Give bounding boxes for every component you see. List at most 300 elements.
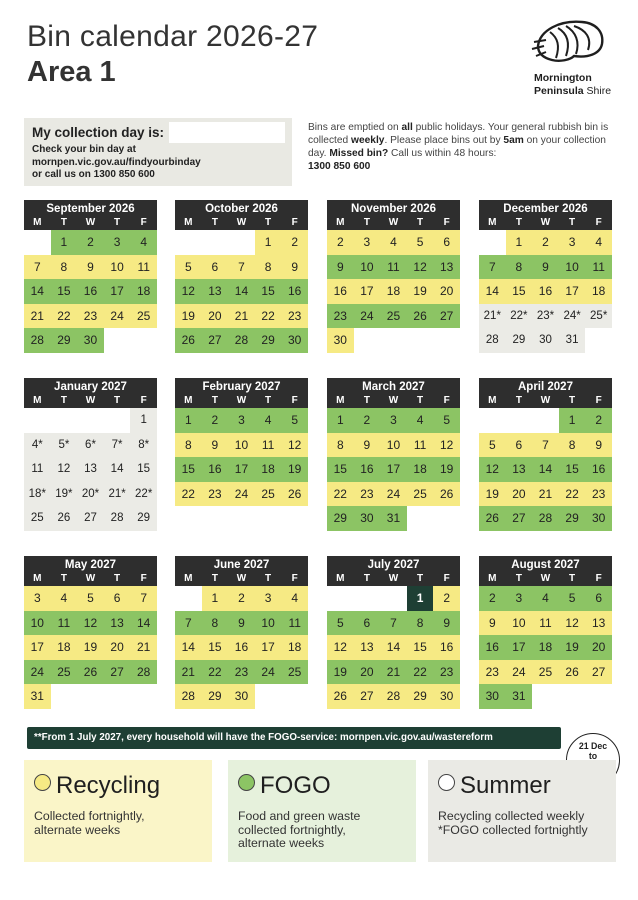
calendar-day: 20 (433, 279, 460, 304)
calendar-day: 3 (104, 230, 131, 255)
calendar-day: 11 (532, 611, 559, 636)
calendar-day: 8 (327, 433, 354, 458)
calendar-day: 9 (354, 433, 381, 458)
week-row (24, 328, 157, 353)
collection-day-field[interactable] (169, 122, 285, 143)
calendar-day: 18 (281, 635, 308, 660)
weekday-label: F (291, 395, 298, 406)
calendar-day: 21 (175, 660, 202, 685)
weekday-label: T (417, 217, 424, 228)
week-row (327, 433, 460, 458)
calendar-empty (77, 684, 104, 709)
calendar-day: 21* (104, 482, 131, 507)
calendar-day: 31 (380, 506, 407, 531)
calendar-day: 4 (281, 586, 308, 611)
week-row (24, 506, 157, 531)
calendar-day: 25 (24, 506, 51, 531)
month-name: February 2027 (175, 378, 308, 395)
week-row (175, 328, 308, 353)
calendar-day: 28 (130, 660, 157, 685)
weekday-header (175, 217, 308, 230)
weekday-label: W (388, 395, 399, 406)
calendar-day: 18 (380, 279, 407, 304)
weekday-label: F (595, 217, 602, 228)
weekday-header (24, 395, 157, 408)
calendar-day: 21 (380, 660, 407, 685)
calendar-day: 8* (130, 433, 157, 458)
weekday-label: T (60, 217, 67, 228)
calendar-day: 17 (104, 279, 131, 304)
collection-day-label: My collection day is: (32, 125, 165, 140)
calendar-day: 10 (506, 611, 533, 636)
calendar-day: 18 (407, 457, 434, 482)
calendar-day: 11 (281, 611, 308, 636)
calendar-day: 23 (281, 304, 308, 329)
calendar-day: 23 (585, 482, 612, 507)
calendar-day: 6* (77, 433, 104, 458)
calendar-day: 20 (202, 304, 229, 329)
calendar-empty (407, 506, 434, 531)
calendar-day: 5 (281, 408, 308, 433)
week-row (327, 482, 460, 507)
calendar-day: 24 (506, 660, 533, 685)
week-row (24, 586, 157, 611)
calendar-day: 5 (327, 611, 354, 636)
calendar-day: 19 (327, 660, 354, 685)
weekday-label: W (540, 217, 551, 228)
legend-recycling-desc: Collected fortnightly, alternate weeks (34, 809, 145, 837)
month-name: September 2026 (24, 200, 157, 217)
weekday-label: M (336, 217, 345, 228)
calendar-day: 17 (24, 635, 51, 660)
calendar-day: 9 (532, 255, 559, 280)
week-row (175, 408, 308, 433)
week-row (327, 611, 460, 636)
week-row (175, 255, 308, 280)
fogo-service-banner: **From 1 July 2027, every household will have the FOGO-service: mornpen.vic.gov.au/wastereform (27, 727, 561, 749)
calendar-day: 5 (479, 433, 506, 458)
calendar-day: 16 (354, 457, 381, 482)
calendar-day: 4 (380, 230, 407, 255)
week-row (24, 304, 157, 329)
weekday-header (327, 573, 460, 586)
weekday-label: T (417, 573, 424, 584)
weekday-label: T (265, 395, 272, 406)
weekday-header (175, 395, 308, 408)
calendar-day: 1 (255, 230, 282, 255)
weekday-label: T (60, 573, 67, 584)
calendar-day: 31 (506, 684, 533, 709)
weekday-header (327, 395, 460, 408)
weekday-label: F (443, 217, 450, 228)
calendar-day: 2 (228, 586, 255, 611)
weekday-label: T (569, 395, 576, 406)
calendar-empty (175, 586, 202, 611)
calendar-empty (24, 230, 51, 255)
calendar-day: 31 (24, 684, 51, 709)
calendar-day: 17 (559, 279, 586, 304)
week-row (479, 328, 612, 353)
calendar-day: 16 (532, 279, 559, 304)
calendar-day: 22 (407, 660, 434, 685)
calendar-day: 27 (77, 506, 104, 531)
week-row (24, 433, 157, 458)
weekday-label: W (540, 395, 551, 406)
calendar-day: 8 (202, 611, 229, 636)
calendar-day: 15 (175, 457, 202, 482)
calendar-day: 13 (433, 255, 460, 280)
calendar-day: 6 (433, 230, 460, 255)
calendar-day: 18 (255, 457, 282, 482)
week-row (479, 586, 612, 611)
calendar-day: 9 (281, 255, 308, 280)
calendar-day: 6 (104, 586, 131, 611)
calendar-day: 5 (433, 408, 460, 433)
calendar-day: 29 (130, 506, 157, 531)
area-title: Area 1 (27, 56, 116, 88)
month-calendar (327, 378, 460, 531)
calendar-day: 3 (380, 408, 407, 433)
calendar-day: 22* (130, 482, 157, 507)
calendar-day: 20 (506, 482, 533, 507)
week-row (479, 457, 612, 482)
calendar-day: 25 (255, 482, 282, 507)
calendar-day: 10 (380, 433, 407, 458)
calendar-day: 13 (506, 457, 533, 482)
calendar-day: 1 (559, 408, 586, 433)
calendar-day: 8 (407, 611, 434, 636)
week-row (175, 279, 308, 304)
missed-bin-phone[interactable]: 1300 850 600 (308, 161, 371, 172)
calendar-day: 16 (479, 635, 506, 660)
calendar-day: 21 (532, 482, 559, 507)
calendar-day: 7 (24, 255, 51, 280)
calendar-empty (202, 230, 229, 255)
calendar-day: 2 (354, 408, 381, 433)
calendar-day: 16 (228, 635, 255, 660)
calendar-day: 25 (130, 304, 157, 329)
legend-recycling (24, 760, 212, 862)
calendar-day: 24 (380, 482, 407, 507)
calendar-day: 2 (281, 230, 308, 255)
calendar-day: 13 (77, 457, 104, 482)
calendar-day: 22 (202, 660, 229, 685)
calendar-day: 16 (281, 279, 308, 304)
calendar-day: 13 (202, 279, 229, 304)
month-name: December 2026 (479, 200, 612, 217)
weekday-label: T (114, 573, 121, 584)
calendar-day: 20* (77, 482, 104, 507)
calendar-day: 3 (354, 230, 381, 255)
weekday-label: W (236, 395, 247, 406)
month-calendar (175, 200, 308, 353)
weekday-label: T (515, 573, 522, 584)
calendar-empty (380, 586, 407, 611)
calendar-day: 1 (175, 408, 202, 433)
calendar-day: 2 (479, 586, 506, 611)
weekday-label: T (363, 573, 370, 584)
weekday-label: W (388, 217, 399, 228)
calendar-day: 23 (228, 660, 255, 685)
calendar-day: 12 (77, 611, 104, 636)
calendar-day: 19 (433, 457, 460, 482)
calendar-day: 12 (175, 279, 202, 304)
calendar-day: 15 (51, 279, 78, 304)
calendar-day: 12 (479, 457, 506, 482)
summer-dot-icon (438, 774, 455, 791)
weekday-label: M (336, 395, 345, 406)
month-calendar (479, 200, 612, 353)
week-row (327, 457, 460, 482)
calendar-day: 15 (130, 457, 157, 482)
month-name: January 2027 (24, 378, 157, 395)
weekday-label: T (417, 395, 424, 406)
calendar-day: 10 (255, 611, 282, 636)
calendar-day: 7 (175, 611, 202, 636)
week-row (24, 684, 157, 709)
calendar-day: 27 (354, 684, 381, 709)
legend-summer-title: Summer (438, 772, 551, 800)
calendar-day: 20 (585, 635, 612, 660)
weekday-label: M (33, 395, 42, 406)
week-row (479, 660, 612, 685)
calendar-day: 30 (327, 328, 354, 353)
weekday-label: M (488, 395, 497, 406)
calendar-day: 16 (77, 279, 104, 304)
week-row (24, 457, 157, 482)
calendar-day: 24 (104, 304, 131, 329)
calendar-empty (175, 230, 202, 255)
weekday-label: M (33, 573, 42, 584)
calendar-day: 28 (175, 684, 202, 709)
calendar-day: 9 (228, 611, 255, 636)
calendar-day: 17 (380, 457, 407, 482)
find-bin-day-link[interactable]: mornpen.vic.gov.au/findyourbinday (32, 156, 201, 168)
calendar-day: 10 (24, 611, 51, 636)
week-row (24, 279, 157, 304)
calendar-day: 28 (24, 328, 51, 353)
month-calendar (24, 556, 157, 709)
weekday-label: T (515, 395, 522, 406)
calendar-day: 29 (51, 328, 78, 353)
calendar-day: 15 (202, 635, 229, 660)
calendar-day: 29 (506, 328, 533, 353)
calendar-day: 11 (380, 255, 407, 280)
weekday-label: F (140, 395, 147, 406)
calendar-day: 28 (532, 506, 559, 531)
calendar-day: 30 (281, 328, 308, 353)
weekday-label: T (211, 395, 218, 406)
fogo-dot-icon (238, 774, 255, 791)
calendar-day: 11 (24, 457, 51, 482)
legend-fogo-desc: Food and green waste collected fortnightly, alternate weeks (238, 809, 361, 850)
month-name: April 2027 (479, 378, 612, 395)
calendar-day: 3 (559, 230, 586, 255)
calendar-day: 14 (24, 279, 51, 304)
weekday-label: T (515, 217, 522, 228)
calendar-day: 12 (407, 255, 434, 280)
calendar-day: 14 (175, 635, 202, 660)
month-calendar (24, 378, 157, 531)
weekday-label: F (443, 573, 450, 584)
calendar-empty (281, 684, 308, 709)
calendar-day: 21 (24, 304, 51, 329)
calendar-day: 29 (202, 684, 229, 709)
calendar-day: 12 (433, 433, 460, 458)
calendar-day: 2 (202, 408, 229, 433)
month-calendar (175, 556, 308, 709)
calendar-day: 17 (506, 635, 533, 660)
calendar-day: 30 (77, 328, 104, 353)
week-row (24, 408, 157, 433)
calendar-day: 4 (51, 586, 78, 611)
calendar-day: 8 (255, 255, 282, 280)
calendar-day: 24* (559, 304, 586, 329)
calendar-day: 2 (532, 230, 559, 255)
calendar-day: 22 (175, 482, 202, 507)
weekday-header (327, 217, 460, 230)
calendar-day: 14 (130, 611, 157, 636)
legend-summer (428, 760, 616, 862)
week-row (327, 255, 460, 280)
weekday-label: M (33, 217, 42, 228)
calendar-day: 19 (77, 635, 104, 660)
calendar-day: 14 (228, 279, 255, 304)
calendar-day: 19* (51, 482, 78, 507)
calendar-day: 13 (104, 611, 131, 636)
calendar-day: 18 (585, 279, 612, 304)
weekday-label: F (595, 395, 602, 406)
calendar-day: 3 (24, 586, 51, 611)
calendar-day: 24 (228, 482, 255, 507)
weekday-label: F (595, 573, 602, 584)
calendar-day: 19 (281, 457, 308, 482)
calendar-day: 27 (585, 660, 612, 685)
calendar-day: 7 (532, 433, 559, 458)
week-row (175, 304, 308, 329)
week-row (479, 635, 612, 660)
calendar-day: 30 (433, 684, 460, 709)
calendar-day: 10 (354, 255, 381, 280)
calendar-day: 12 (281, 433, 308, 458)
calendar-day: 28 (479, 328, 506, 353)
calendar-day: 27 (433, 304, 460, 329)
calendar-empty (585, 328, 612, 353)
weekday-label: T (363, 217, 370, 228)
calendar-day: 2 (433, 586, 460, 611)
calendar-empty (559, 684, 586, 709)
calendar-day: 23 (433, 660, 460, 685)
calendar-empty (104, 328, 131, 353)
calendar-day: 4 (130, 230, 157, 255)
week-row (327, 408, 460, 433)
calendar-day: 25 (407, 482, 434, 507)
calendar-day: 21* (479, 304, 506, 329)
calendar-day: 2 (327, 230, 354, 255)
month-name: August 2027 (479, 556, 612, 573)
calendar-day: 29 (327, 506, 354, 531)
calendar-day: 1 (327, 408, 354, 433)
calendar-day: 24 (255, 660, 282, 685)
calendar-day: 19 (407, 279, 434, 304)
month-calendar (327, 556, 460, 709)
calendar-day: 26 (281, 482, 308, 507)
weekday-label: T (114, 395, 121, 406)
calendar-day: 6 (506, 433, 533, 458)
weekday-label: W (85, 573, 96, 584)
calendar-day: 30 (532, 328, 559, 353)
calendar-empty (506, 408, 533, 433)
calendar-day: 21 (228, 304, 255, 329)
weekday-label: W (236, 217, 247, 228)
calendar-empty (585, 684, 612, 709)
calendar-day: 7 (380, 611, 407, 636)
month-calendar (175, 378, 308, 506)
weekday-label: T (211, 573, 218, 584)
calendar-day: 2 (585, 408, 612, 433)
calendar-day: 9 (77, 255, 104, 280)
weekday-label: M (184, 395, 193, 406)
calendar-day: 16 (327, 279, 354, 304)
week-row (175, 433, 308, 458)
calendar-day: 7 (130, 586, 157, 611)
calendar-day: 26 (51, 506, 78, 531)
week-row (479, 304, 612, 329)
calendar-empty (433, 506, 460, 531)
calendar-empty (104, 684, 131, 709)
calendar-day: 29 (407, 684, 434, 709)
week-row (175, 660, 308, 685)
weekday-label: T (363, 395, 370, 406)
week-row (327, 279, 460, 304)
calendar-empty (327, 586, 354, 611)
calendar-day: 17 (354, 279, 381, 304)
calendar-day: 26 (327, 684, 354, 709)
logo-text-peninsula-shire: Peninsula Shire (534, 85, 612, 97)
week-row (175, 457, 308, 482)
calendar-empty (380, 328, 407, 353)
calendar-day: 11 (51, 611, 78, 636)
calendar-day: 5 (175, 255, 202, 280)
calendar-empty (479, 230, 506, 255)
month-calendar (479, 556, 612, 709)
week-row (327, 635, 460, 660)
weekday-label: T (265, 217, 272, 228)
weekday-header (24, 573, 157, 586)
month-name: November 2026 (327, 200, 460, 217)
legend-fogo (228, 760, 416, 862)
calendar-day: 4 (585, 230, 612, 255)
calendar-day: 7* (104, 433, 131, 458)
week-row (175, 586, 308, 611)
calendar-empty (433, 328, 460, 353)
calendar-day: 15 (506, 279, 533, 304)
shire-logo (524, 16, 624, 104)
week-row (327, 586, 460, 611)
calendar-day: 25 (51, 660, 78, 685)
calendar-day: 9 (479, 611, 506, 636)
weekday-label: T (211, 217, 218, 228)
weekday-header (479, 573, 612, 586)
month-calendar (24, 200, 157, 353)
calendar-day: 24 (24, 660, 51, 685)
calendar-day: 10 (228, 433, 255, 458)
calendar-day: 23* (532, 304, 559, 329)
calendar-day: 22 (327, 482, 354, 507)
calendar-day: 27 (104, 660, 131, 685)
calendar-day: 22 (559, 482, 586, 507)
calendar-day: 5 (77, 586, 104, 611)
